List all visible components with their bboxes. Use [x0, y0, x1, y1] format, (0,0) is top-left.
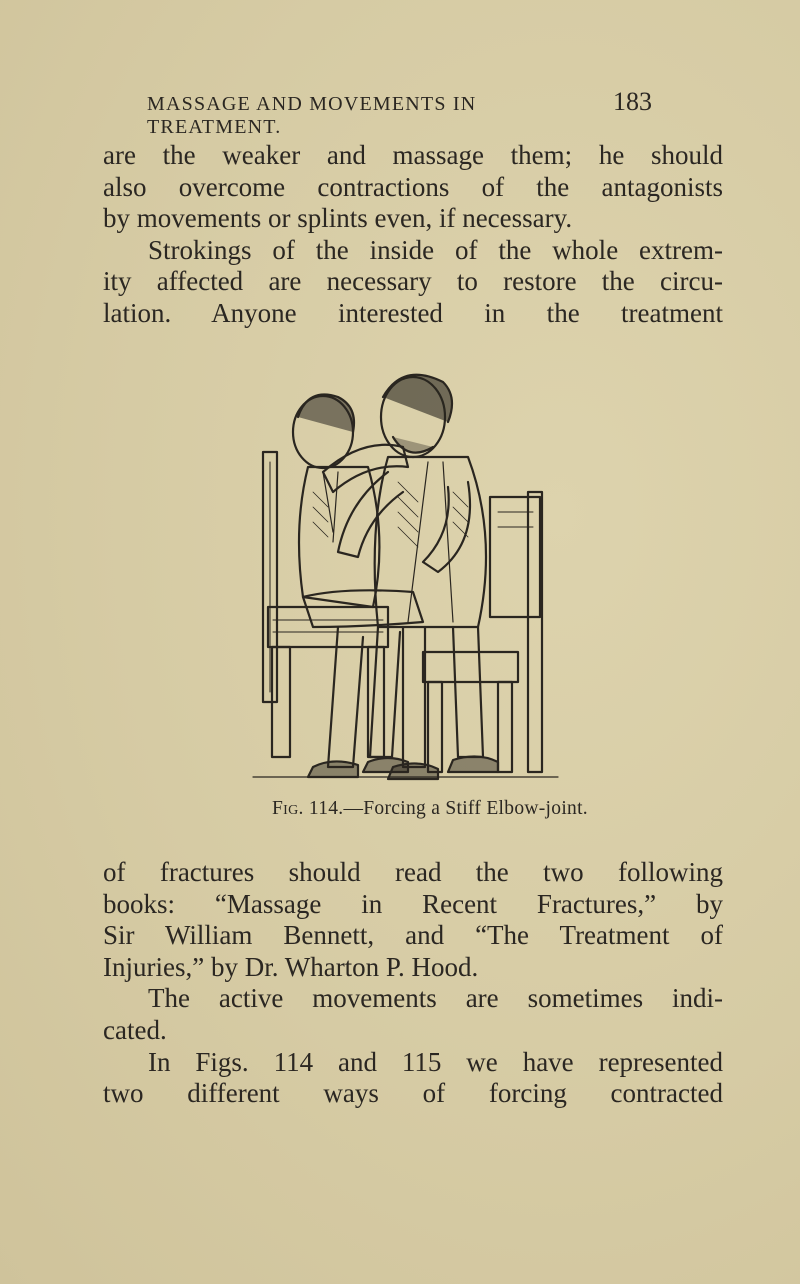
figure-caption — [220, 798, 640, 820]
text-line: cated. — [103, 1014, 167, 1045]
text-line: ity affected are necessary to restore the circu- — [103, 266, 723, 297]
running-head — [147, 87, 652, 138]
paragraph-bottom — [103, 857, 723, 1110]
text-line: Strokings of the inside of the whole extrem- — [148, 234, 723, 265]
text-line: The active movements are sometimes indi- — [148, 983, 723, 1014]
text-line: two different ways of forcing contracted — [103, 1078, 723, 1109]
running-title: MASSAGE AND MOVEMENTS IN TREATMENT. — [147, 93, 477, 138]
text-line: also overcome contractions of the antagonists — [103, 171, 723, 202]
figure-label: Fig. 114. — [272, 798, 344, 819]
text-line: are the weaker and massage them; he should — [103, 140, 723, 170]
text-line: by movements or splints even, if necessary. — [103, 203, 573, 234]
figure-illustration — [228, 362, 588, 792]
text-line: In Figs. 114 and 115 we have represented — [148, 1046, 723, 1077]
text-line: Injuries,” by Dr. Wharton P. Hood. — [103, 951, 479, 982]
text-line: Sir William Bennett, and “The Treatment of — [103, 920, 723, 951]
paragraph-top — [103, 140, 723, 330]
page-number: 183 — [613, 87, 652, 116]
text-line: books: “Massage in Recent Fractures,” by — [103, 888, 723, 919]
text-line: of fractures should read the two following — [103, 857, 723, 887]
text-line: lation. Anyone interested in the treatment — [103, 297, 723, 328]
figure-caption-text: —Forcing a Stiff Elbow-joint. — [343, 798, 588, 819]
elbow-joint-engraving — [228, 362, 588, 792]
